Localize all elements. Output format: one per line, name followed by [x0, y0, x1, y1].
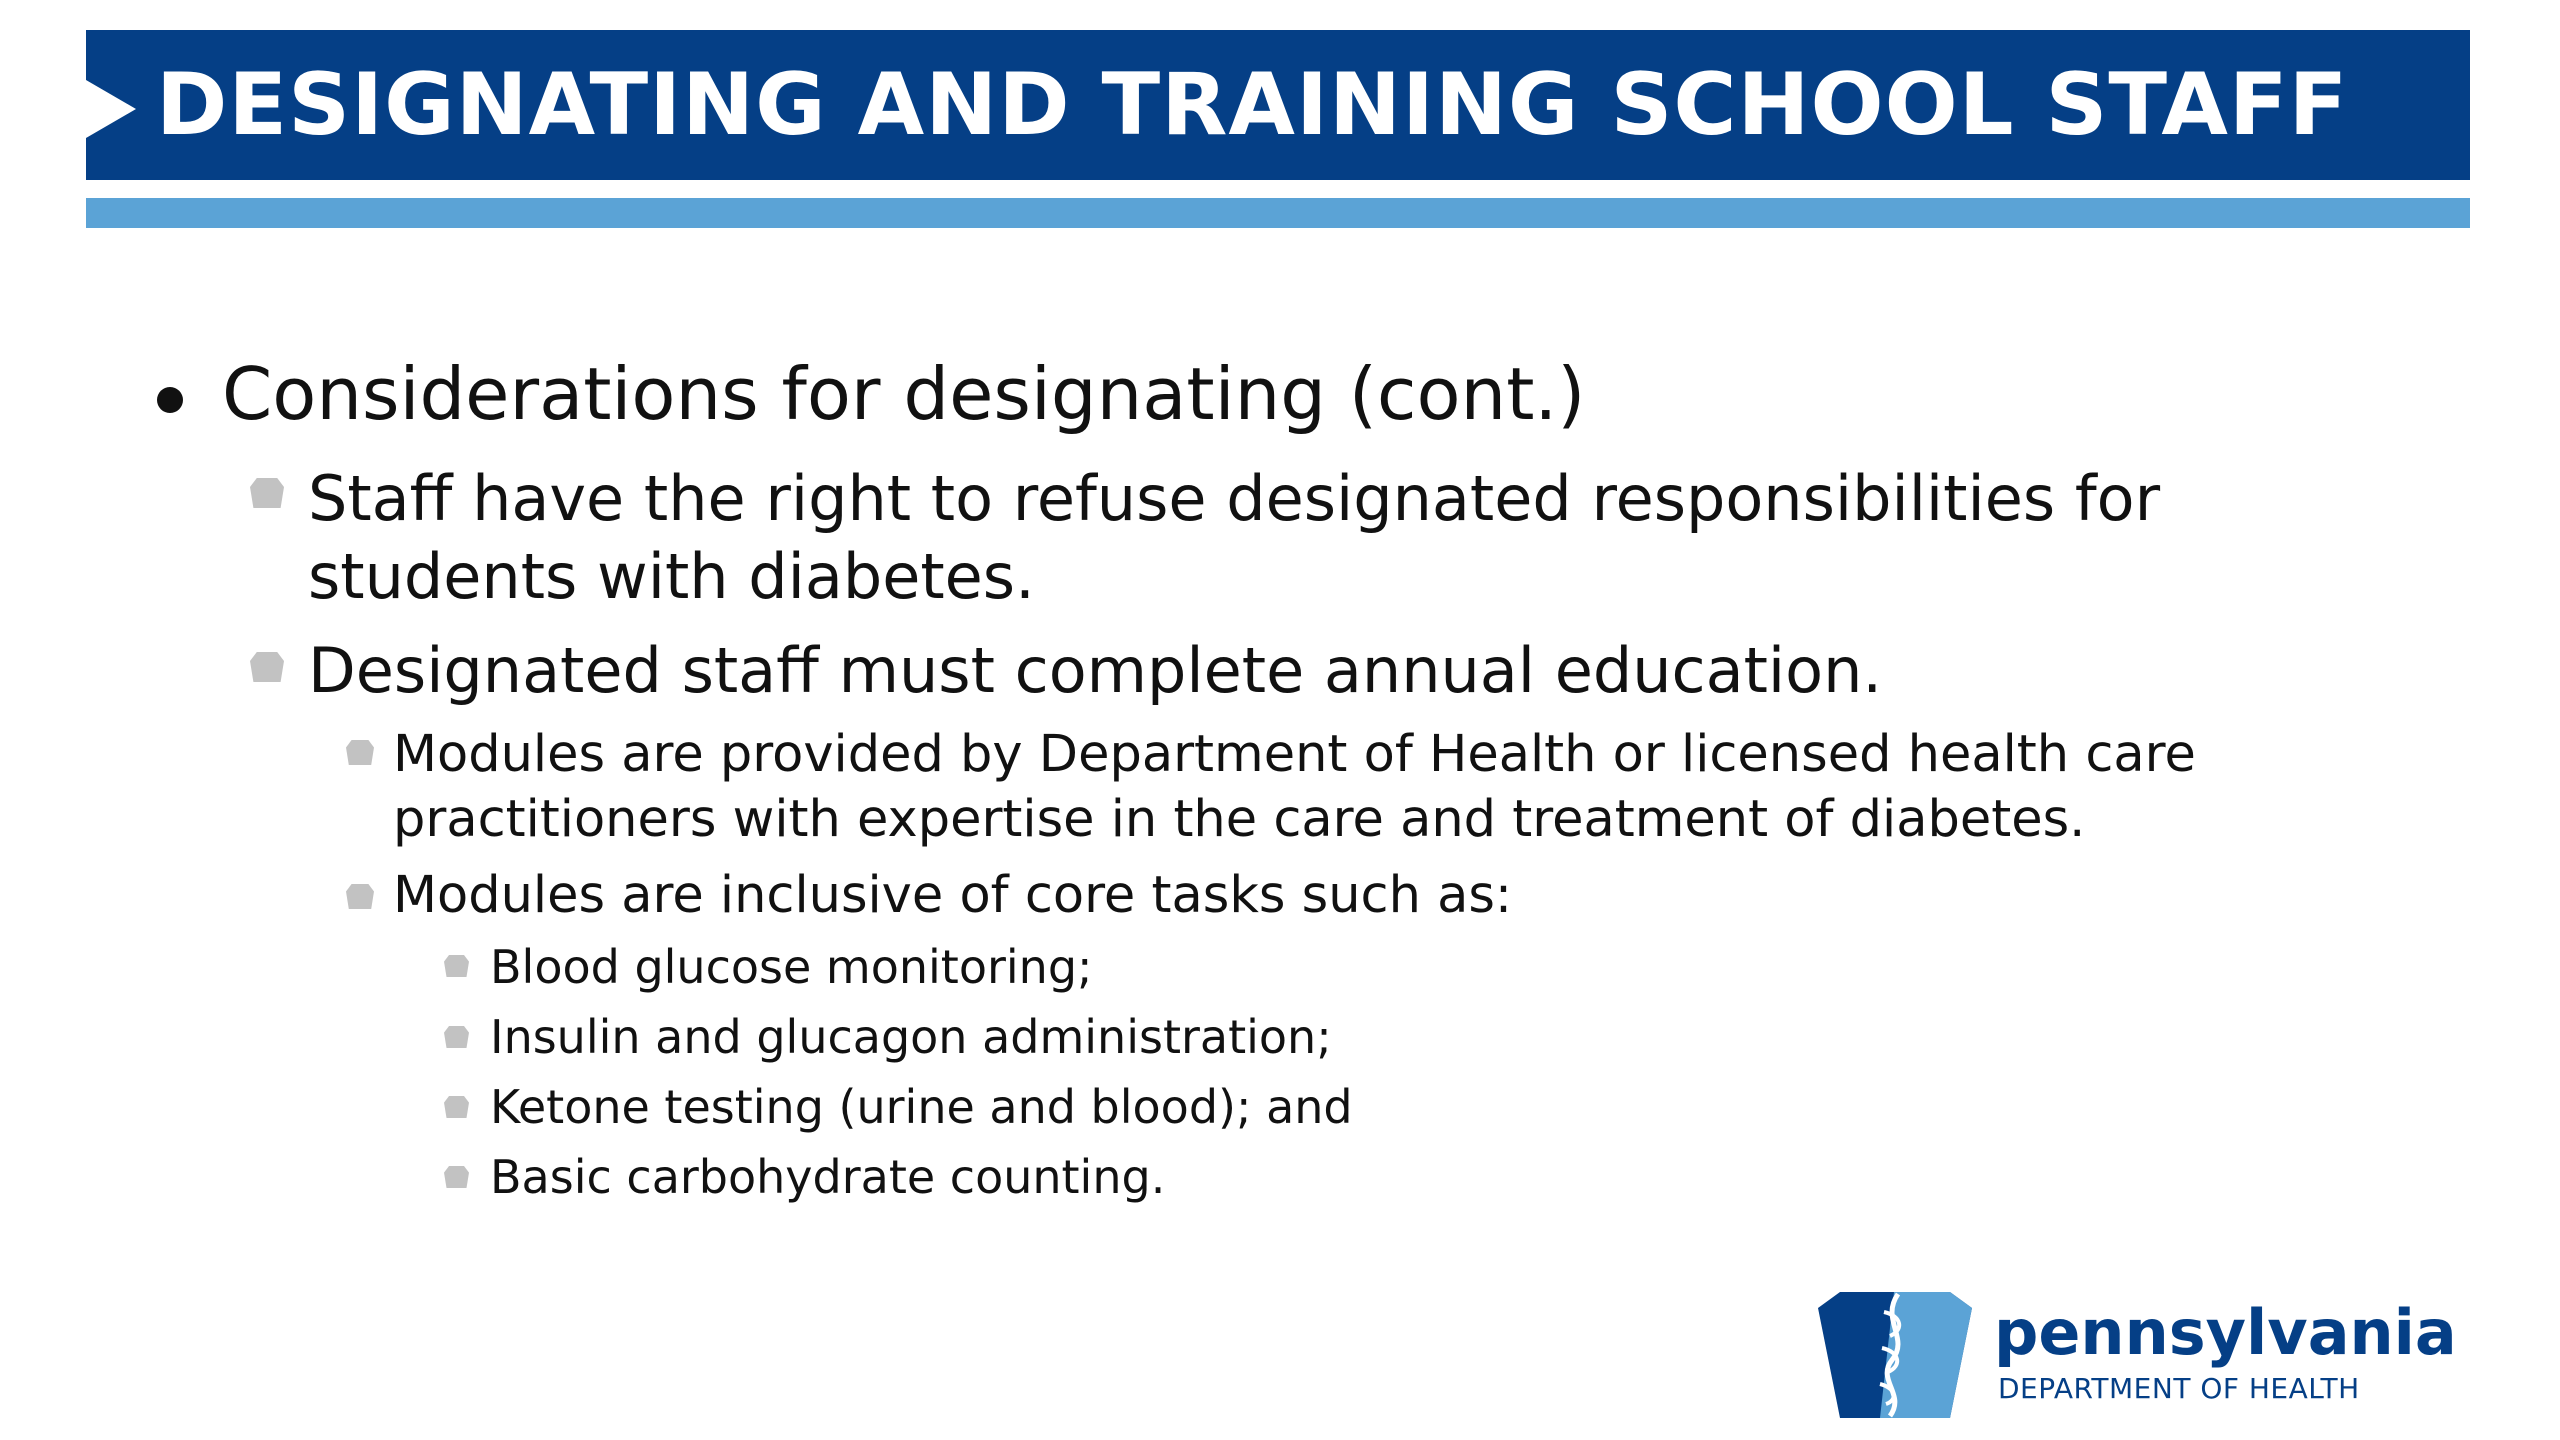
bullet-modules-inclusive: Modules are inclusive of core tasks such as:	[393, 866, 1513, 925]
task-blood-glucose: Blood glucose monitoring;	[490, 940, 1093, 994]
bullet-modules-provided-line2: practitioners with expertise in the care and treatment of diabetes.	[393, 790, 2086, 849]
sub-bullet-icon	[444, 955, 469, 977]
task-insulin-glucagon: Insulin and glucagon administration;	[490, 1010, 1332, 1064]
keystone-icon	[1810, 1290, 1980, 1420]
logo-name: pennsylvania	[1994, 1296, 2457, 1369]
sub-bullet-icon	[346, 740, 374, 765]
sub-bullet-icon	[250, 652, 284, 682]
pa-health-logo	[1810, 1290, 2470, 1420]
logo-department: DEPARTMENT OF HEALTH	[1998, 1372, 2360, 1405]
sub-bullet-icon	[444, 1096, 469, 1118]
bullet-modules-provided-line1: Modules are provided by Department of Health or licensed health care	[393, 725, 2196, 784]
bullet-staff-right-line2: students with diabetes.	[308, 540, 1035, 613]
sub-bullet-icon	[346, 884, 374, 909]
bullet-staff-right-line1: Staff have the right to refuse designated responsibilities for	[308, 462, 2161, 535]
sub-bullet-icon	[250, 478, 284, 508]
accent-stripe	[86, 198, 2470, 228]
task-carb-counting: Basic carbohydrate counting.	[490, 1150, 1166, 1204]
bullet-dot-icon	[157, 387, 183, 413]
sub-bullet-icon	[444, 1026, 469, 1048]
bullet-annual-education: Designated staff must complete annual education.	[308, 634, 1883, 707]
title-arrow-icon	[86, 80, 136, 138]
sub-bullet-icon	[444, 1166, 469, 1188]
slide-title: DESIGNATING AND TRAINING SCHOOL STAFF	[156, 55, 2349, 155]
bullet-considerations: Considerations for designating (cont.)	[222, 352, 1586, 436]
task-ketone-testing: Ketone testing (urine and blood); and	[490, 1080, 1353, 1134]
